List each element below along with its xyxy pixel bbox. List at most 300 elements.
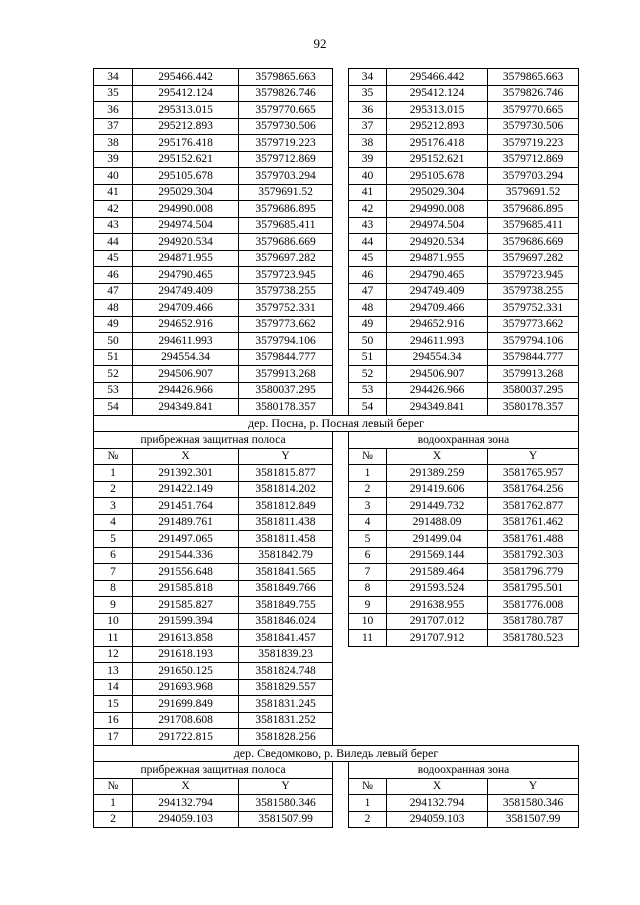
right-point-number-cell: 2 xyxy=(349,481,387,498)
right-column-label: № xyxy=(349,448,387,465)
column-gap xyxy=(333,465,349,482)
table-row xyxy=(94,646,579,663)
table-row xyxy=(94,201,579,218)
left-x-coordinate-cell: 294749.409 xyxy=(133,283,239,300)
right-x-coordinate-cell: 291389.259 xyxy=(387,465,488,482)
right-x-coordinate-cell: 294132.794 xyxy=(387,795,488,812)
table-row xyxy=(94,795,579,812)
right-x-coordinate-cell: 294709.466 xyxy=(387,300,488,317)
left-y-coordinate-cell: 3581839.23 xyxy=(239,646,333,663)
left-x-coordinate-cell: 291708.608 xyxy=(133,712,239,729)
left-x-coordinate-cell: 294790.465 xyxy=(133,267,239,284)
right-y-coordinate-cell: 3581507.99 xyxy=(488,811,579,828)
left-x-coordinate-cell: 291422.149 xyxy=(133,481,239,498)
left-x-coordinate-cell: 291392.301 xyxy=(133,465,239,482)
right-point-number-cell: 51 xyxy=(349,349,387,366)
left-y-coordinate-cell: 3579865.663 xyxy=(239,69,333,86)
left-x-coordinate-cell: 294709.466 xyxy=(133,300,239,317)
table-row xyxy=(94,333,579,350)
left-y-coordinate-cell: 3581831.252 xyxy=(239,712,333,729)
column-gap xyxy=(333,316,349,333)
right-y-coordinate-cell: 3581776.008 xyxy=(488,597,579,614)
right-point-number-cell: 8 xyxy=(349,580,387,597)
table-row xyxy=(94,729,579,746)
section-title-row xyxy=(94,415,579,432)
column-gap xyxy=(333,151,349,168)
column-gap xyxy=(333,498,349,515)
left-y-coordinate-cell: 3581580.346 xyxy=(239,795,333,812)
table-row xyxy=(94,481,579,498)
left-x-coordinate-cell: 291699.849 xyxy=(133,696,239,713)
left-y-coordinate-cell: 3581846.024 xyxy=(239,613,333,630)
left-y-coordinate-cell: 3579730.506 xyxy=(239,118,333,135)
right-y-coordinate-cell: 3579686.895 xyxy=(488,201,579,218)
column-gap xyxy=(333,184,349,201)
left-y-coordinate-cell: 3580037.295 xyxy=(239,382,333,399)
left-x-coordinate-cell: 291585.818 xyxy=(133,580,239,597)
column-gap xyxy=(333,696,579,713)
right-point-number-cell: 38 xyxy=(349,135,387,152)
table-row xyxy=(94,151,579,168)
right-y-coordinate-cell: 3579719.223 xyxy=(488,135,579,152)
left-x-coordinate-cell: 294554.34 xyxy=(133,349,239,366)
column-gap xyxy=(333,580,349,597)
right-y-coordinate-cell: 3581761.488 xyxy=(488,531,579,548)
left-point-number-cell: 41 xyxy=(94,184,133,201)
left-point-number-cell: 2 xyxy=(94,811,133,828)
table-row xyxy=(94,217,579,234)
left-column-label: X xyxy=(133,778,239,795)
left-x-coordinate-cell: 291650.125 xyxy=(133,663,239,680)
table-row xyxy=(94,316,579,333)
right-x-coordinate-cell: 295212.893 xyxy=(387,118,488,135)
section-title: дер. Посна, р. Посная левый берег xyxy=(94,415,579,432)
right-point-number-cell: 7 xyxy=(349,564,387,581)
left-x-coordinate-cell: 294132.794 xyxy=(133,795,239,812)
right-x-coordinate-cell: 291488.09 xyxy=(387,514,488,531)
left-point-number-cell: 40 xyxy=(94,168,133,185)
column-gap xyxy=(333,646,579,663)
right-x-coordinate-cell: 294611.993 xyxy=(387,333,488,350)
left-y-coordinate-cell: 3581812.849 xyxy=(239,498,333,515)
left-x-coordinate-cell: 294506.907 xyxy=(133,366,239,383)
left-y-coordinate-cell: 3581811.458 xyxy=(239,531,333,548)
left-y-coordinate-cell: 3581828.256 xyxy=(239,729,333,746)
left-x-coordinate-cell: 294652.916 xyxy=(133,316,239,333)
table-row xyxy=(94,85,579,102)
table-row xyxy=(94,498,579,515)
right-y-coordinate-cell: 3579773.662 xyxy=(488,316,579,333)
column-gap xyxy=(333,250,349,267)
table-row xyxy=(94,300,579,317)
column-gap xyxy=(333,448,349,465)
left-y-coordinate-cell: 3581842.79 xyxy=(239,547,333,564)
right-point-number-cell: 48 xyxy=(349,300,387,317)
column-gap xyxy=(333,300,349,317)
column-gap xyxy=(333,564,349,581)
table-row xyxy=(94,184,579,201)
column-gap xyxy=(333,333,349,350)
left-y-coordinate-cell: 3579752.331 xyxy=(239,300,333,317)
right-point-number-cell: 50 xyxy=(349,333,387,350)
left-y-coordinate-cell: 3579844.777 xyxy=(239,349,333,366)
table-row xyxy=(94,399,579,416)
right-x-coordinate-cell: 294059.103 xyxy=(387,811,488,828)
right-y-coordinate-cell: 3580037.295 xyxy=(488,382,579,399)
right-y-coordinate-cell: 3579770.665 xyxy=(488,102,579,119)
left-point-number-cell: 4 xyxy=(94,514,133,531)
left-y-coordinate-cell: 3581811.438 xyxy=(239,514,333,531)
right-y-coordinate-cell: 3579752.331 xyxy=(488,300,579,317)
right-point-number-cell: 53 xyxy=(349,382,387,399)
right-y-coordinate-cell: 3579691.52 xyxy=(488,184,579,201)
right-x-coordinate-cell: 291707.912 xyxy=(387,630,488,647)
left-y-coordinate-cell: 3581824.748 xyxy=(239,663,333,680)
right-point-number-cell: 54 xyxy=(349,399,387,416)
right-y-coordinate-cell: 3579913.268 xyxy=(488,366,579,383)
right-point-number-cell: 1 xyxy=(349,465,387,482)
left-y-coordinate-cell: 3579723.945 xyxy=(239,267,333,284)
table-row xyxy=(94,234,579,251)
left-y-coordinate-cell: 3581849.755 xyxy=(239,597,333,614)
left-x-coordinate-cell: 291599.394 xyxy=(133,613,239,630)
left-point-number-cell: 48 xyxy=(94,300,133,317)
left-point-number-cell: 35 xyxy=(94,85,133,102)
right-x-coordinate-cell: 291638.955 xyxy=(387,597,488,614)
left-point-number-cell: 11 xyxy=(94,630,133,647)
table-row xyxy=(94,250,579,267)
right-x-coordinate-cell: 295412.124 xyxy=(387,85,488,102)
left-point-number-cell: 50 xyxy=(94,333,133,350)
right-point-number-cell: 40 xyxy=(349,168,387,185)
right-x-coordinate-cell: 295152.621 xyxy=(387,151,488,168)
left-x-coordinate-cell: 291489.761 xyxy=(133,514,239,531)
left-x-coordinate-cell: 291451.764 xyxy=(133,498,239,515)
right-point-number-cell: 4 xyxy=(349,514,387,531)
right-point-number-cell: 11 xyxy=(349,630,387,647)
right-y-coordinate-cell: 3581796.779 xyxy=(488,564,579,581)
left-x-coordinate-cell: 295029.304 xyxy=(133,184,239,201)
right-y-coordinate-cell: 3579697.282 xyxy=(488,250,579,267)
left-point-number-cell: 53 xyxy=(94,382,133,399)
column-gap xyxy=(333,514,349,531)
left-point-number-cell: 36 xyxy=(94,102,133,119)
right-point-number-cell: 2 xyxy=(349,811,387,828)
table-row xyxy=(94,613,579,630)
right-point-number-cell: 35 xyxy=(349,85,387,102)
column-gap xyxy=(333,531,349,548)
left-y-coordinate-cell: 3579826.746 xyxy=(239,85,333,102)
left-y-coordinate-cell: 3580178.357 xyxy=(239,399,333,416)
left-x-coordinate-cell: 294426.966 xyxy=(133,382,239,399)
right-point-number-cell: 52 xyxy=(349,366,387,383)
right-x-coordinate-cell: 294554.34 xyxy=(387,349,488,366)
left-column-label: № xyxy=(94,778,133,795)
column-gap xyxy=(333,283,349,300)
table-row xyxy=(94,118,579,135)
table-row xyxy=(94,366,579,383)
left-point-number-cell: 12 xyxy=(94,646,133,663)
right-y-coordinate-cell: 3581765.957 xyxy=(488,465,579,482)
left-point-number-cell: 10 xyxy=(94,613,133,630)
right-x-coordinate-cell: 291569.144 xyxy=(387,547,488,564)
left-x-coordinate-cell: 291613.858 xyxy=(133,630,239,647)
column-gap xyxy=(333,795,349,812)
table-row xyxy=(94,531,579,548)
right-x-coordinate-cell: 294871.955 xyxy=(387,250,488,267)
right-y-coordinate-cell: 3579794.106 xyxy=(488,333,579,350)
column-gap xyxy=(333,663,579,680)
right-x-coordinate-cell: 291499.04 xyxy=(387,531,488,548)
left-point-number-cell: 46 xyxy=(94,267,133,284)
right-x-coordinate-cell: 295105.678 xyxy=(387,168,488,185)
left-y-coordinate-cell: 3579738.255 xyxy=(239,283,333,300)
table-row xyxy=(94,679,579,696)
right-y-coordinate-cell: 3581762.877 xyxy=(488,498,579,515)
left-x-coordinate-cell: 291693.968 xyxy=(133,679,239,696)
table-row xyxy=(94,102,579,119)
left-x-coordinate-cell: 291585.827 xyxy=(133,597,239,614)
right-y-coordinate-cell: 3581780.787 xyxy=(488,613,579,630)
column-gap xyxy=(333,201,349,218)
left-point-number-cell: 39 xyxy=(94,151,133,168)
right-y-coordinate-cell: 3581764.256 xyxy=(488,481,579,498)
right-y-coordinate-cell: 3580178.357 xyxy=(488,399,579,416)
left-point-number-cell: 7 xyxy=(94,564,133,581)
left-y-coordinate-cell: 3579691.52 xyxy=(239,184,333,201)
right-y-coordinate-cell: 3579712.869 xyxy=(488,151,579,168)
coordinates-table xyxy=(93,68,579,828)
right-x-coordinate-cell: 294426.966 xyxy=(387,382,488,399)
left-y-coordinate-cell: 3581507.99 xyxy=(239,811,333,828)
right-x-coordinate-cell: 291593.524 xyxy=(387,580,488,597)
left-x-coordinate-cell: 291497.065 xyxy=(133,531,239,548)
right-y-coordinate-cell: 3579738.255 xyxy=(488,283,579,300)
right-x-coordinate-cell: 294749.409 xyxy=(387,283,488,300)
column-gap xyxy=(333,168,349,185)
column-gap xyxy=(333,399,349,416)
right-y-coordinate-cell: 3581580.346 xyxy=(488,795,579,812)
left-y-coordinate-cell: 3579686.895 xyxy=(239,201,333,218)
table-row xyxy=(94,712,579,729)
left-y-coordinate-cell: 3579712.869 xyxy=(239,151,333,168)
table-row xyxy=(94,349,579,366)
left-x-coordinate-cell: 295466.442 xyxy=(133,69,239,86)
page-number: 92 xyxy=(313,36,327,51)
left-point-number-cell: 52 xyxy=(94,366,133,383)
right-point-number-cell: 41 xyxy=(349,184,387,201)
right-point-number-cell: 45 xyxy=(349,250,387,267)
right-point-number-cell: 47 xyxy=(349,283,387,300)
table-row xyxy=(94,811,579,828)
right-point-number-cell: 49 xyxy=(349,316,387,333)
left-y-coordinate-cell: 3579697.282 xyxy=(239,250,333,267)
left-column-label: X xyxy=(133,448,239,465)
left-point-number-cell: 5 xyxy=(94,531,133,548)
left-x-coordinate-cell: 295212.893 xyxy=(133,118,239,135)
column-label-row xyxy=(94,778,579,795)
left-column-label: № xyxy=(94,448,133,465)
left-y-coordinate-cell: 3579685.411 xyxy=(239,217,333,234)
right-x-coordinate-cell: 291707.012 xyxy=(387,613,488,630)
left-point-number-cell: 51 xyxy=(94,349,133,366)
left-y-coordinate-cell: 3579773.662 xyxy=(239,316,333,333)
left-column-label: Y xyxy=(239,448,333,465)
table-row xyxy=(94,465,579,482)
column-gap xyxy=(333,69,349,86)
left-y-coordinate-cell: 3579770.665 xyxy=(239,102,333,119)
column-gap xyxy=(333,547,349,564)
right-x-coordinate-cell: 294790.465 xyxy=(387,267,488,284)
right-y-coordinate-cell: 3581780.523 xyxy=(488,630,579,647)
right-y-coordinate-cell: 3581792.303 xyxy=(488,547,579,564)
table-row xyxy=(94,69,579,86)
right-x-coordinate-cell: 295466.442 xyxy=(387,69,488,86)
left-point-number-cell: 3 xyxy=(94,498,133,515)
right-y-coordinate-cell: 3581795.501 xyxy=(488,580,579,597)
table-row xyxy=(94,283,579,300)
right-x-coordinate-cell: 294920.534 xyxy=(387,234,488,251)
left-point-number-cell: 6 xyxy=(94,547,133,564)
right-x-coordinate-cell: 295176.418 xyxy=(387,135,488,152)
right-column-label: X xyxy=(387,778,488,795)
left-point-number-cell: 34 xyxy=(94,69,133,86)
left-point-number-cell: 37 xyxy=(94,118,133,135)
left-x-coordinate-cell: 295176.418 xyxy=(133,135,239,152)
left-y-coordinate-cell: 3581814.202 xyxy=(239,481,333,498)
right-x-coordinate-cell: 295313.015 xyxy=(387,102,488,119)
left-x-coordinate-cell: 295152.621 xyxy=(133,151,239,168)
right-y-coordinate-cell: 3579865.663 xyxy=(488,69,579,86)
column-gap xyxy=(333,349,349,366)
column-gap xyxy=(333,432,349,449)
table-row xyxy=(94,597,579,614)
right-column-label: № xyxy=(349,778,387,795)
left-zone-header: прибрежная защитная полоса xyxy=(94,762,333,779)
right-point-number-cell: 1 xyxy=(349,795,387,812)
right-point-number-cell: 44 xyxy=(349,234,387,251)
left-x-coordinate-cell: 294059.103 xyxy=(133,811,239,828)
coordinates-table-body xyxy=(94,69,579,828)
left-x-coordinate-cell: 295105.678 xyxy=(133,168,239,185)
right-zone-header: водоохранная зона xyxy=(349,432,579,449)
column-gap xyxy=(333,712,579,729)
table-row xyxy=(94,547,579,564)
table-row xyxy=(94,514,579,531)
left-y-coordinate-cell: 3579794.106 xyxy=(239,333,333,350)
right-y-coordinate-cell: 3579723.945 xyxy=(488,267,579,284)
left-point-number-cell: 15 xyxy=(94,696,133,713)
right-point-number-cell: 36 xyxy=(349,102,387,119)
left-point-number-cell: 49 xyxy=(94,316,133,333)
column-gap xyxy=(333,382,349,399)
left-point-number-cell: 17 xyxy=(94,729,133,746)
left-point-number-cell: 45 xyxy=(94,250,133,267)
left-y-coordinate-cell: 3579703.294 xyxy=(239,168,333,185)
left-y-coordinate-cell: 3581831.245 xyxy=(239,696,333,713)
left-zone-header: прибрежная защитная полоса xyxy=(94,432,333,449)
column-gap xyxy=(333,217,349,234)
section-title-row xyxy=(94,745,579,762)
section-title: дер. Сведомково, р. Виледь левый берег xyxy=(94,745,579,762)
left-x-coordinate-cell: 295412.124 xyxy=(133,85,239,102)
column-gap xyxy=(333,630,349,647)
left-column-label: Y xyxy=(239,778,333,795)
column-gap xyxy=(333,679,579,696)
left-point-number-cell: 42 xyxy=(94,201,133,218)
table-row xyxy=(94,696,579,713)
left-x-coordinate-cell: 294920.534 xyxy=(133,234,239,251)
right-x-coordinate-cell: 294990.008 xyxy=(387,201,488,218)
left-y-coordinate-cell: 3581815.877 xyxy=(239,465,333,482)
right-y-coordinate-cell: 3579703.294 xyxy=(488,168,579,185)
column-gap xyxy=(333,729,579,746)
left-y-coordinate-cell: 3579913.268 xyxy=(239,366,333,383)
column-gap xyxy=(333,234,349,251)
column-gap xyxy=(333,267,349,284)
right-x-coordinate-cell: 294974.504 xyxy=(387,217,488,234)
column-gap xyxy=(333,597,349,614)
left-point-number-cell: 1 xyxy=(94,795,133,812)
left-point-number-cell: 38 xyxy=(94,135,133,152)
right-point-number-cell: 46 xyxy=(349,267,387,284)
left-point-number-cell: 8 xyxy=(94,580,133,597)
left-x-coordinate-cell: 294990.008 xyxy=(133,201,239,218)
right-point-number-cell: 6 xyxy=(349,547,387,564)
left-point-number-cell: 16 xyxy=(94,712,133,729)
right-point-number-cell: 42 xyxy=(349,201,387,218)
right-column-label: Y xyxy=(488,448,579,465)
right-point-number-cell: 43 xyxy=(349,217,387,234)
right-point-number-cell: 37 xyxy=(349,118,387,135)
table-row xyxy=(94,630,579,647)
left-point-number-cell: 47 xyxy=(94,283,133,300)
zone-header-row xyxy=(94,762,579,779)
table-row xyxy=(94,663,579,680)
right-point-number-cell: 39 xyxy=(349,151,387,168)
zone-header-row xyxy=(94,432,579,449)
left-point-number-cell: 14 xyxy=(94,679,133,696)
right-x-coordinate-cell: 291589.464 xyxy=(387,564,488,581)
right-x-coordinate-cell: 291449.732 xyxy=(387,498,488,515)
right-point-number-cell: 9 xyxy=(349,597,387,614)
left-point-number-cell: 44 xyxy=(94,234,133,251)
table-row xyxy=(94,382,579,399)
table-row xyxy=(94,267,579,284)
left-point-number-cell: 2 xyxy=(94,481,133,498)
right-y-coordinate-cell: 3581761.462 xyxy=(488,514,579,531)
left-point-number-cell: 13 xyxy=(94,663,133,680)
right-y-coordinate-cell: 3579685.411 xyxy=(488,217,579,234)
column-gap xyxy=(333,811,349,828)
right-zone-header: водоохранная зона xyxy=(349,762,579,779)
left-point-number-cell: 9 xyxy=(94,597,133,614)
left-y-coordinate-cell: 3581829.557 xyxy=(239,679,333,696)
right-point-number-cell: 10 xyxy=(349,613,387,630)
left-point-number-cell: 54 xyxy=(94,399,133,416)
left-x-coordinate-cell: 294349.841 xyxy=(133,399,239,416)
left-x-coordinate-cell: 295313.015 xyxy=(133,102,239,119)
left-x-coordinate-cell: 291556.648 xyxy=(133,564,239,581)
column-gap xyxy=(333,762,349,779)
column-gap xyxy=(333,85,349,102)
table-row xyxy=(94,135,579,152)
column-gap xyxy=(333,102,349,119)
right-x-coordinate-cell: 295029.304 xyxy=(387,184,488,201)
right-y-coordinate-cell: 3579730.506 xyxy=(488,118,579,135)
column-gap xyxy=(333,366,349,383)
right-y-coordinate-cell: 3579844.777 xyxy=(488,349,579,366)
